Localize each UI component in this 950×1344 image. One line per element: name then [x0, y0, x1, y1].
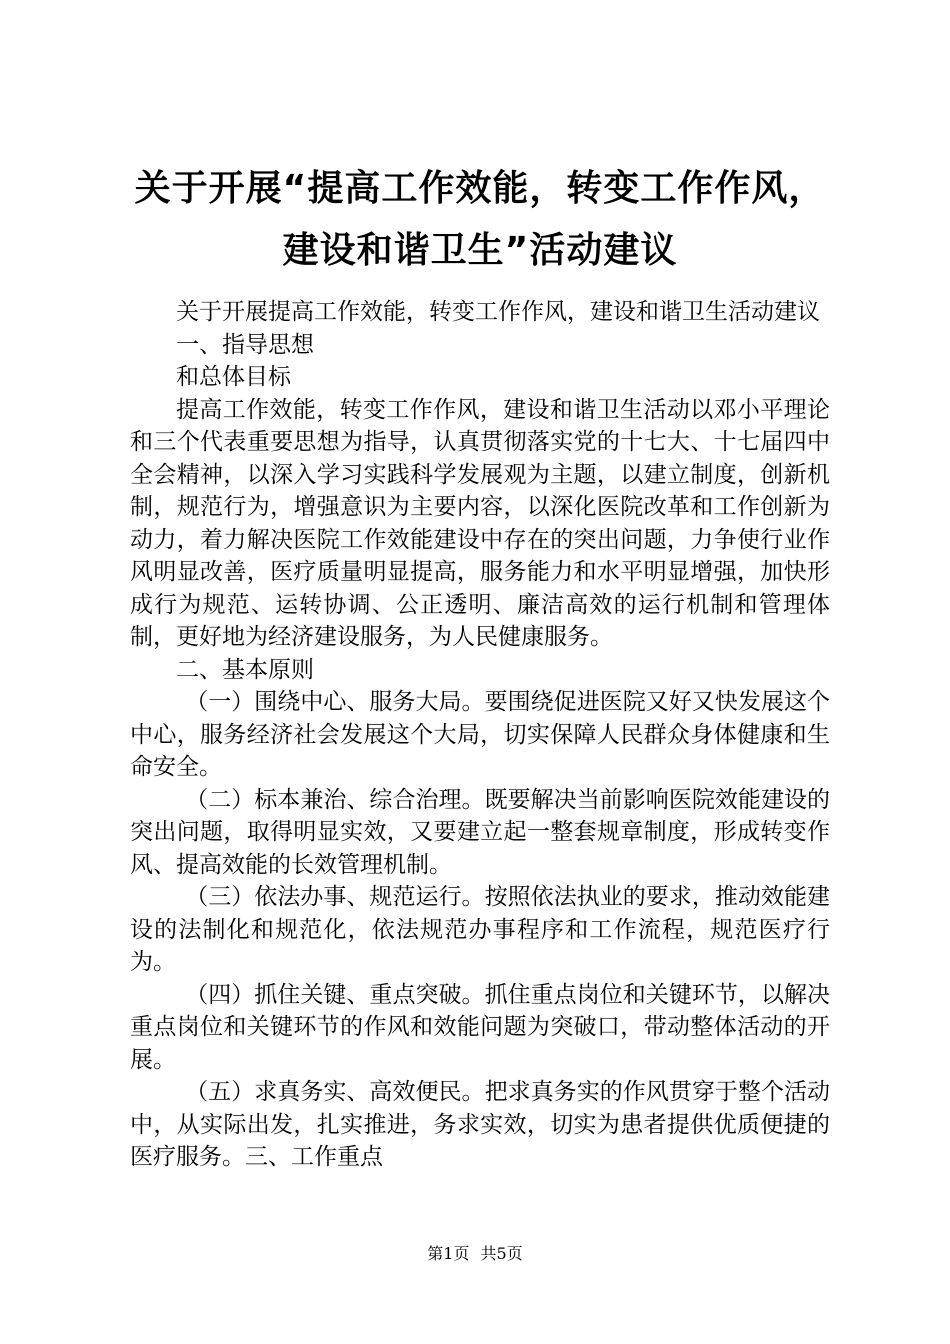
document-title: 关于开展“提高工作效能，转变工作作风，建设和谐卫生”活动建议 [134, 168, 826, 271]
paragraph-intro: 关于开展提高工作效能，转变工作作风，建设和谐卫生活动建议 [176, 299, 820, 325]
paragraph-principle-4: （四）抓住关键、重点突破。抓住重点岗位和关键环节，以解决重点岗位和关键环节的作风和效能问题为突破口，带动整体活动的开展。 [130, 981, 830, 1073]
paragraph-principle-1: （一）围绕中心、服务大局。要围绕促进医院又好又快发展这个中心，服务经济社会发展这个大局，切实保障人民群众身体健康和生命安全。 [130, 689, 830, 780]
paragraph-principle-3: （三）依法办事、规范运行。按照依法执业的要求，推动效能建设的法制化和规范化，依法规范办事程序和工作流程，规范医疗行为。 [130, 884, 830, 975]
paragraph-principle-2: （二）标本兼治、综合治理。既要解决当前影响医院效能建设的突出问题，取得明显实效，又要建立起一整套规章制度，形成转变作风、提高效能的长效管理机制。 [130, 786, 830, 878]
heading-guiding-ideology: 一、指导思想 [176, 331, 314, 358]
page-total: 共5页 [480, 1244, 523, 1263]
paragraph-guiding-content: 提高工作效能，转变工作作风，建设和谐卫生活动以邓小平理论和三个代表重要思想为指导，认真贯彻落实党的十七大、十七届四中全会精神，以深入学习实践科学发展观为主题，以建立制度，创新机制，规范行为，增强意识为主要内容，以深化医院改革和工作创新为动力，着力解决医院工作效能建设中存在的突出问题，力争使行业作风明显改善，医疗质量明显提高，服务能力和水平明显增强，加快形成行为规范、运转协调、公正透明、廉洁高效的运行机制和管理体制，更好地为经济建设服务，为人民健康服务。 [130, 396, 830, 650]
heading-basic-principles: 二、基本原则 [176, 656, 314, 683]
page-footer [0, 1243, 950, 1265]
page-number: 第1页 [427, 1244, 470, 1263]
paragraph-principle-5: （五）求真务实、高效便民。把求真务实的作风贯穿于整个活动中，从实际出发，扎实推进，务求实效，切实为患者提供优质便捷的医疗服务。三、工作重点 [130, 1079, 830, 1170]
heading-overall-goal: 和总体目标 [176, 364, 291, 390]
document-body [130, 296, 830, 1174]
